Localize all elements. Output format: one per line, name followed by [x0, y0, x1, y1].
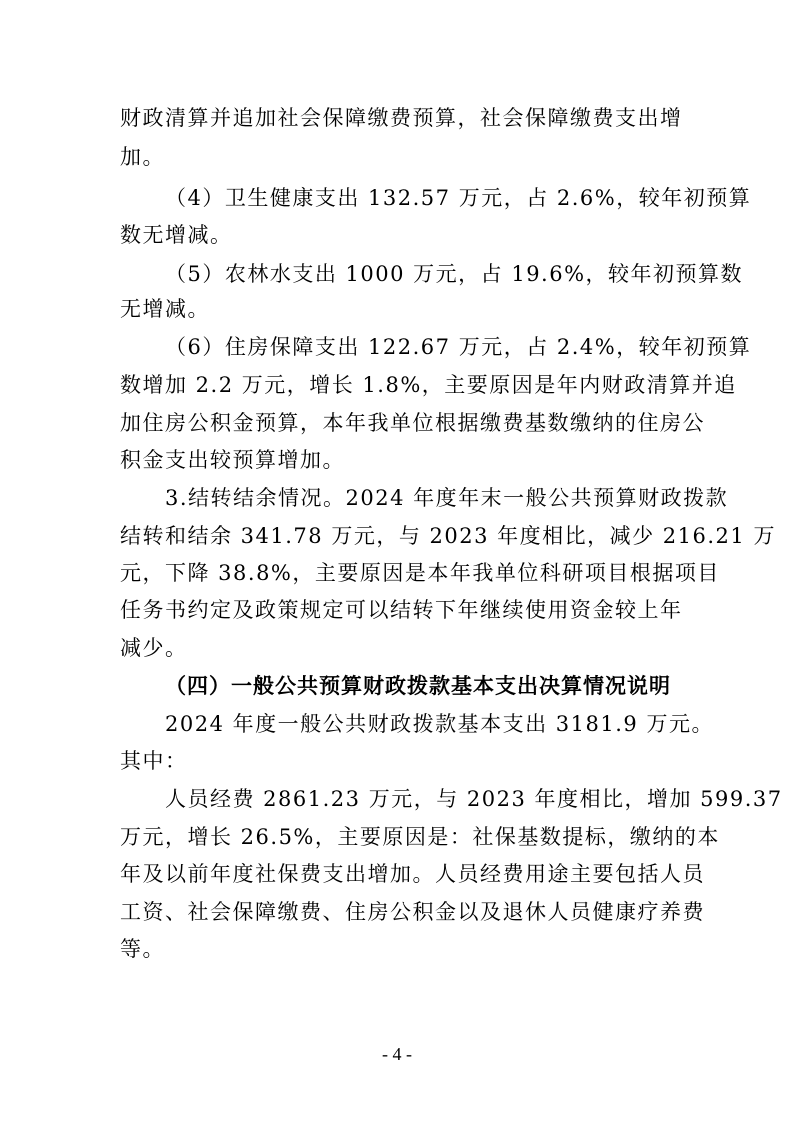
paragraph-line: 加住房公积金预算，本年我单位根据缴费基数缴纳的住房公 — [120, 411, 705, 435]
paragraph-line: 等。 — [120, 937, 165, 961]
paragraph-line: 工资、社会保障缴费、住房公积金以及退休人员健康疗养费 — [120, 900, 705, 924]
paragraph-line: 数无增减。 — [120, 223, 233, 247]
paragraph-line: 人员经费 2861.23 万元，与 2023 年度相比，增加 599.37 — [165, 787, 783, 811]
paragraph-line: 无增减。 — [120, 297, 210, 321]
page-number: - 4 - — [382, 1044, 412, 1064]
paragraph-line: 结转和结余 341.78 万元，与 2023 年度相比，减少 216.21 万 — [120, 524, 776, 548]
paragraph-line: （5）农林水支出 1000 万元，占 19.6%，较年初预算数 — [165, 262, 744, 286]
paragraph-line: 加。 — [120, 145, 165, 169]
paragraph-line: 数增加 2.2 万元，增长 1.8%，主要原因是年内财政清算并追 — [120, 373, 737, 397]
paragraph-line: 万元，增长 26.5%，主要原因是：社保基数提标，缴纳的本 — [120, 825, 720, 849]
paragraph-line: 元，下降 38.8%，主要原因是本年我单位科研项目根据项目 — [120, 561, 720, 585]
paragraph-line: 3.结转结余情况。2024 年度年末一般公共预算财政拨款 — [165, 486, 729, 510]
paragraph-line: 积金支出较预算增加。 — [120, 448, 345, 472]
paragraph-line: 财政清算并追加社会保障缴费预算，社会保障缴费支出增 — [120, 106, 683, 130]
paragraph-line: 减少。 — [120, 636, 188, 660]
section-heading: （四）一般公共预算财政拨款基本支出决算情况说明 — [165, 673, 671, 698]
paragraph-line: （4）卫生健康支出 132.57 万元，占 2.6%，较年初预算 — [165, 186, 752, 210]
paragraph-line: 2024 年度一般公共财政拨款基本支出 3181.9 万元。 — [165, 712, 714, 736]
paragraph-line: （6）住房保障支出 122.67 万元，占 2.4%，较年初预算 — [165, 335, 752, 359]
paragraph-line: 任务书约定及政策规定可以结转下年继续使用资金较上年 — [120, 598, 683, 622]
paragraph-line: 其中： — [120, 749, 188, 773]
paragraph-line: 年及以前年度社保费支出增加。人员经费用途主要包括人员 — [120, 862, 705, 886]
